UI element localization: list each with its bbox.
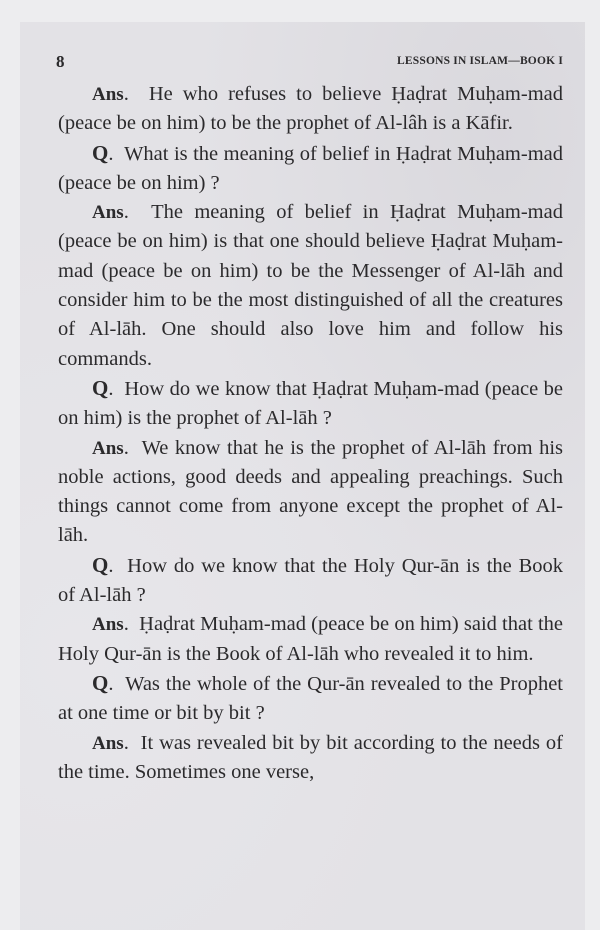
question-label: Q — [92, 670, 109, 695]
question-paragraph: Q. How do we know that Ḥaḍrat Muḥam-mad (peace be on him) is the prophet of Al-lāh ? — [58, 375, 564, 430]
question-paragraph: Q. Was the whole of the Qur-ān revealed to the Prophet at one time or bit by bit ? — [58, 670, 563, 725]
paragraph-text: What is the meaning of belief in Ḥaḍrat Muḥam-mad (peace be on him) ? — [58, 142, 563, 194]
answer-paragraph: Ans. We know that he is the prophet of Al-lāh from his noble actions, good deeds and appealing preachings. Such things cannot come from anyone except the prophet of Al-lāh. — [58, 436, 563, 547]
paragraph-text: How do we know that the Holy Qur-ān is the Book of Al-lāh ? — [58, 554, 564, 607]
answer-label: Ans — [92, 732, 124, 754]
answer-label: Ans — [92, 202, 124, 224]
paragraph-text: It was revealed bit by bit according to the needs of the time. Sometimes one verse, — [58, 731, 564, 783]
paragraph-text: We know that he is the prophet of Al-lāh from his noble actions, good deeds and appealing preachings. Such things cannot come from anyone except the prophet of Al-lāh. — [58, 436, 563, 547]
answer-label: Ans — [92, 84, 124, 105]
answer-label: Ans — [92, 614, 124, 636]
question-label: Q — [92, 140, 109, 165]
paragraph-text: The meaning of belief in Ḥaḍrat Muḥam-mad (peace be on him) is that one should believe Ḥaḍrat Muḥam-mad (peace be on him) to be the Messenger of Al-lāh and consider him to be the most distinguished of all the creatures of Al-lāh. One should also love him and follow his commands. — [58, 201, 563, 370]
answer-paragraph: Ans. He who refuses to believe Ḥaḍrat Muḥam-mad (peace be on him) to be the prophet of Al-lâh is a Kāfir. — [58, 83, 563, 135]
paragraph-text: He who refuses to believe Ḥaḍrat Muḥam-mad (peace be on him) to be the prophet of Al-lâh is a Kāfir. — [58, 83, 563, 135]
answer-paragraph: Ans. It was revealed bit by bit according to the needs of the time. Sometimes one verse, — [58, 731, 564, 783]
running-head: LESSONS IN ISLAM—BOOK I — [397, 55, 563, 67]
answer-paragraph: Ans. Ḥaḍrat Muḥam-mad (peace be on him) said that the Holy Qur-ān is the Book of Al-lāh who revealed it to him. — [58, 613, 564, 665]
page-header — [56, 52, 563, 72]
question-label: Q — [92, 375, 109, 400]
paragraph-text: How do we know that Ḥaḍrat Muḥam-mad (peace be on him) is the prophet of Al-lāh ? — [58, 377, 564, 430]
book-page — [20, 22, 585, 930]
page-number: 8 — [56, 52, 65, 71]
paragraph-text: Was the whole of the Qur-ān revealed to the Prophet at one time or bit by bit ? — [58, 672, 563, 725]
question-paragraph: Q. What is the meaning of belief in Ḥaḍrat Muḥam-mad (peace be on him) ? — [58, 140, 563, 194]
answer-label: Ans — [92, 437, 124, 459]
question-paragraph: Q. How do we know that the Holy Qur-ān is the Book of Al-lāh ? — [58, 552, 564, 607]
paragraph-text: Ḥaḍrat Muḥam-mad (peace be on him) said that the Holy Qur-ān is the Book of Al-lāh who revealed it to him. — [58, 613, 564, 665]
body-text — [58, 80, 563, 787]
answer-paragraph: Ans. The meaning of belief in Ḥaḍrat Muḥam-mad (peace be on him) is that one should believe Ḥaḍrat Muḥam-mad (peace be on him) to be the Messenger of Al-lāh and consider him to be the most distinguished of all the creatures of Al-lāh. One should also love him and follow his commands. — [58, 201, 563, 370]
question-label: Q — [92, 552, 109, 577]
